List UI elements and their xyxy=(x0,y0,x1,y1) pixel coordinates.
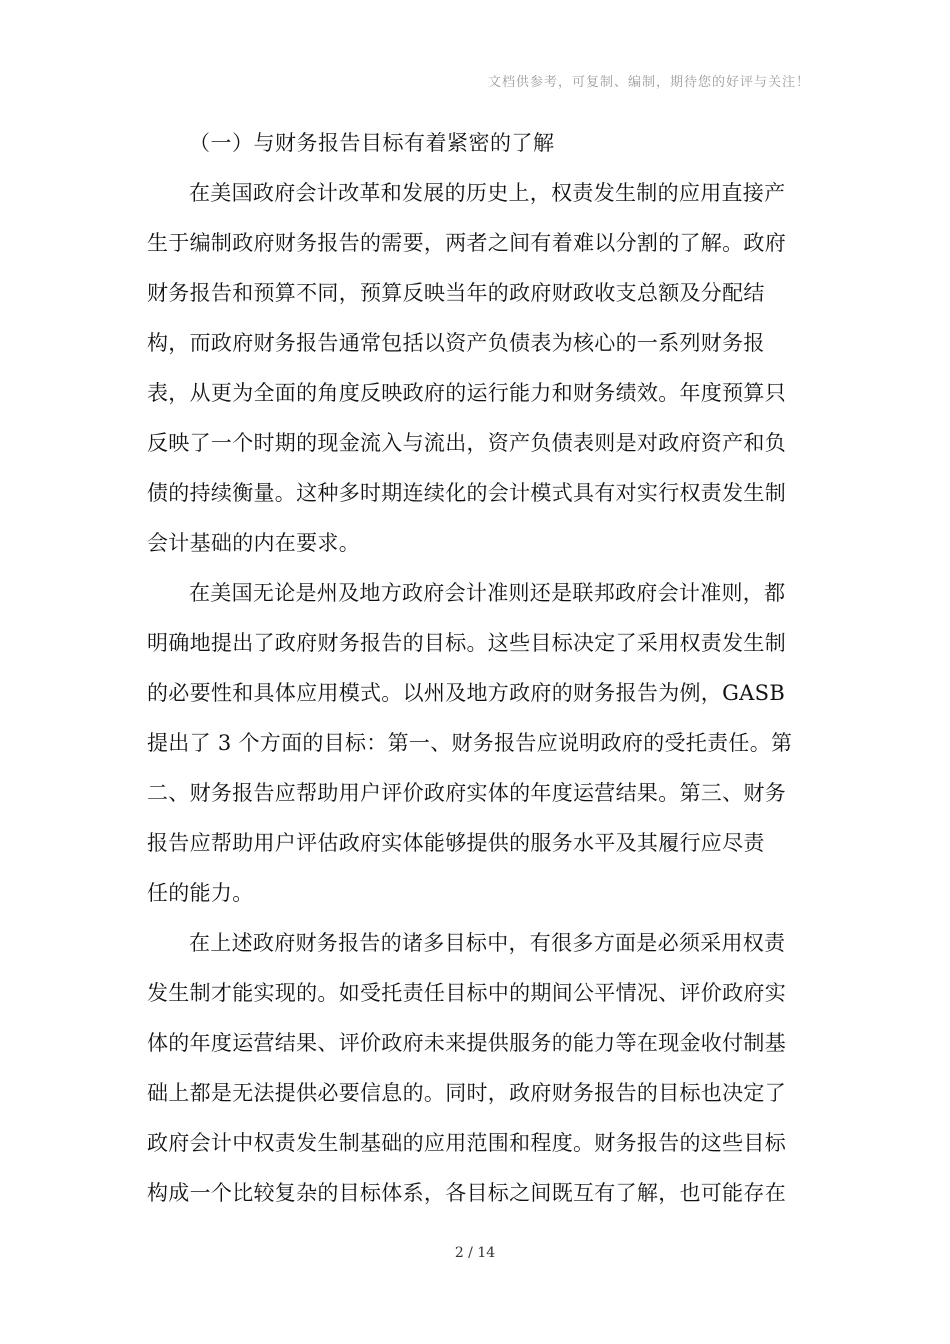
paragraph-line: 明确地提出了政府财务报告的目标。这些目标决定了采用权责发生制 xyxy=(147,631,786,655)
paragraph-line: 会计基础的内在要求。 xyxy=(147,531,360,555)
paragraph-line: 发生制才能实现的。如受托责任目标中的期间公平情况、评价政府实 xyxy=(147,981,786,1005)
body-text xyxy=(147,118,807,1218)
paragraph-line: 在美国无论是州及地方政府会计准则还是联邦政府会计准则，都 xyxy=(189,581,786,605)
paragraph-line: 生于编制政府财务报告的需要，两者之间有着难以分割的了解。政府 xyxy=(147,231,786,255)
paragraph-line: 在上述政府财务报告的诸多目标中，有很多方面是必须采用权责 xyxy=(189,931,786,955)
paragraph-line: 反映了一个时期的现金流入与流出，资产负债表则是对政府资产和负 xyxy=(147,431,786,455)
paragraph-line: 任的能力。 xyxy=(147,881,254,905)
paragraph-line: 政府会计中权责发生制基础的应用范围和程度。财务报告的这些目标 xyxy=(147,1131,786,1155)
header-note: 文档供参考，可复制、编制，期待您的好评与关注！ xyxy=(487,75,810,90)
paragraph-line: 的必要性和具体应用模式。以州及地方政府的财务报告为例，GASB xyxy=(147,681,786,705)
paragraph-line: 构成一个比较复杂的目标体系，各目标之间既互有了解，也可能存在 xyxy=(147,1181,786,1205)
page-number: 2 / 14 xyxy=(454,1245,496,1261)
paragraph-line: 在美国政府会计改革和发展的历史上，权责发生制的应用直接产 xyxy=(189,181,786,205)
paragraph-line: 础上都是无法提供必要信息的。同时，政府财务报告的目标也决定了 xyxy=(147,1081,786,1105)
section-heading: （一）与财务报告目标有着紧密的了解 xyxy=(189,131,555,155)
paragraph-line: 二、财务报告应帮助用户评价政府实体的年度运营结果。第三、财务 xyxy=(147,781,786,805)
paragraph-line: 提出了 3 个方面的目标：第一、财务报告应说明政府的受托责任。第 xyxy=(147,731,793,755)
paragraph-line: 报告应帮助用户评估政府实体能够提供的服务水平及其履行应尽责 xyxy=(147,831,765,855)
paragraph-line: 构，而政府财务报告通常包括以资产负债表为核心的一系列财务报 xyxy=(147,331,765,355)
paragraph-2 xyxy=(147,568,807,918)
paragraph-line: 体的年度运营结果、评价政府未来提供服务的能力等在现金收付制基 xyxy=(147,1031,786,1055)
paragraph-line: 债的持续衡量。这种多时期连续化的会计模式具有对实行权责发生制 xyxy=(147,481,786,505)
paragraph-line: 财务报告和预算不同，预算反映当年的政府财政收支总额及分配结 xyxy=(147,281,765,305)
paragraph-3 xyxy=(147,918,807,1218)
paragraph-1 xyxy=(147,168,807,568)
paragraph-line: 表，从更为全面的角度反映政府的运行能力和财务绩效。年度预算只 xyxy=(147,381,786,405)
